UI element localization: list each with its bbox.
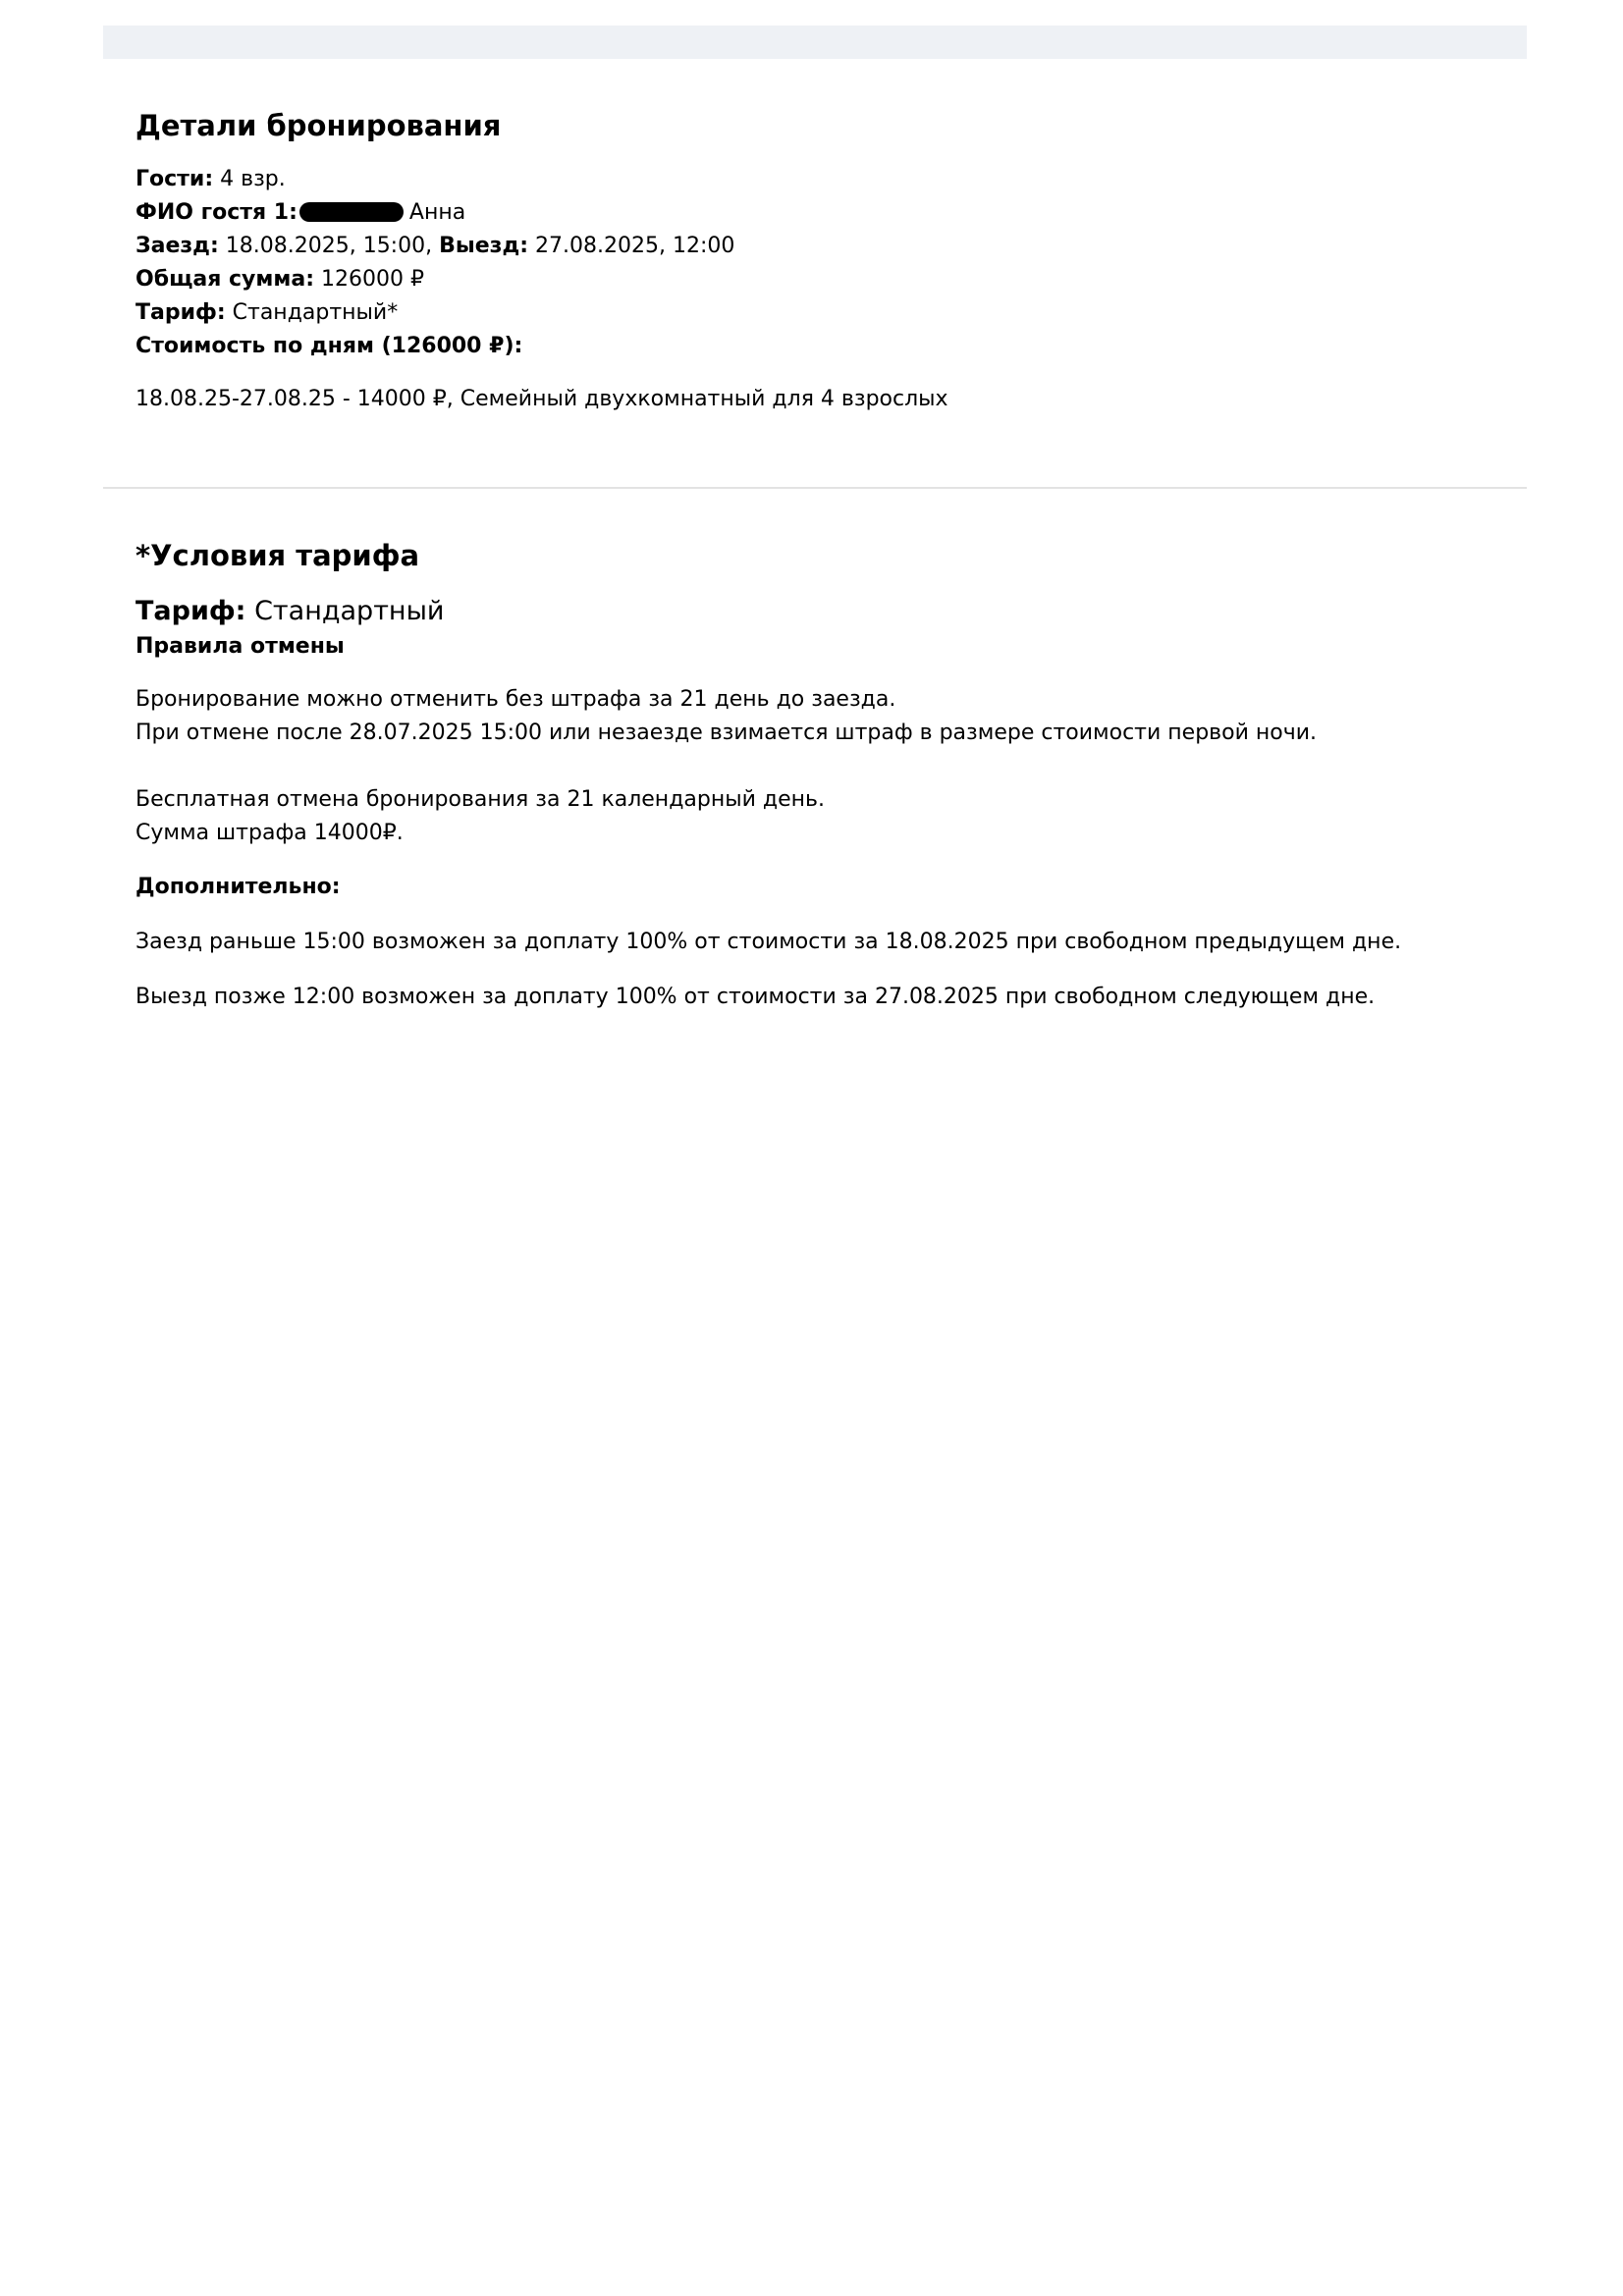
dates-row [135, 230, 1510, 263]
early-checkin-line: Заезд раньше 15:00 возможен за доплату 100% от стоимости за 18.08.2025 при свободном предыдущем дне. [135, 930, 1402, 954]
tariff-label: Тариф: [135, 300, 226, 325]
checkout-label: Выезд: [439, 234, 529, 258]
booking-details-title: Детали бронирования [135, 109, 502, 142]
conditions-tariff-label: Тариф: [135, 596, 246, 626]
checkin-value: 18.08.2025, 15:00, [218, 234, 440, 258]
top-bar [103, 26, 1527, 59]
redacted-surname [299, 202, 404, 222]
free-cancel-line: Бесплатная отмена бронирования за 21 календарный день. [135, 787, 825, 812]
cancel-rule-line-1: Бронирование можно отменить без штрафа за 21 день до заезда. [135, 687, 896, 712]
penalty-line: Сумма штрафа 14000₽. [135, 821, 404, 845]
guests-label: Гости: [135, 167, 214, 191]
tariff-conditions-section [135, 536, 1510, 1014]
tariff-value: Стандартный* [225, 300, 399, 325]
tariff-conditions-title: *Условия тарифа [135, 539, 420, 572]
tariff-row [135, 296, 1510, 330]
checkin-label: Заезд: [135, 234, 219, 258]
section-divider [103, 487, 1527, 489]
daily-cost-line: 18.08.25-27.08.25 - 14000 ₽, Семейный двухкомнатный для 4 взрослых [135, 387, 948, 411]
cancel-rules-title: Правила отмены [135, 634, 345, 659]
checkout-value: 27.08.2025, 12:00 [528, 234, 735, 258]
daily-cost-label: Стоимость по дням (126000 ₽): [135, 334, 523, 358]
guest1-label: ФИО гостя 1: [135, 200, 298, 225]
total-value: 126000 ₽ [314, 267, 424, 292]
extra-title: Дополнительно: [135, 875, 341, 899]
guests-row [135, 163, 1510, 196]
cancel-rule-line-2: При отмене после 28.07.2025 15:00 или незаезде взимается штраф в размере стоимости первой ночи. [135, 721, 1318, 745]
total-row [135, 263, 1510, 296]
late-checkout-line: Выезд позже 12:00 возможен за доплату 100% от стоимости за 27.08.2025 при свободном следующем дне. [135, 985, 1376, 1009]
guest1-name: Анна [408, 200, 466, 225]
conditions-tariff-row [135, 593, 1510, 630]
guests-value: 4 взр. [213, 167, 286, 191]
guest1-row [135, 196, 1510, 230]
booking-details-section [135, 106, 1510, 416]
total-label: Общая сумма: [135, 267, 315, 292]
conditions-tariff-value: Стандартный [245, 596, 445, 626]
